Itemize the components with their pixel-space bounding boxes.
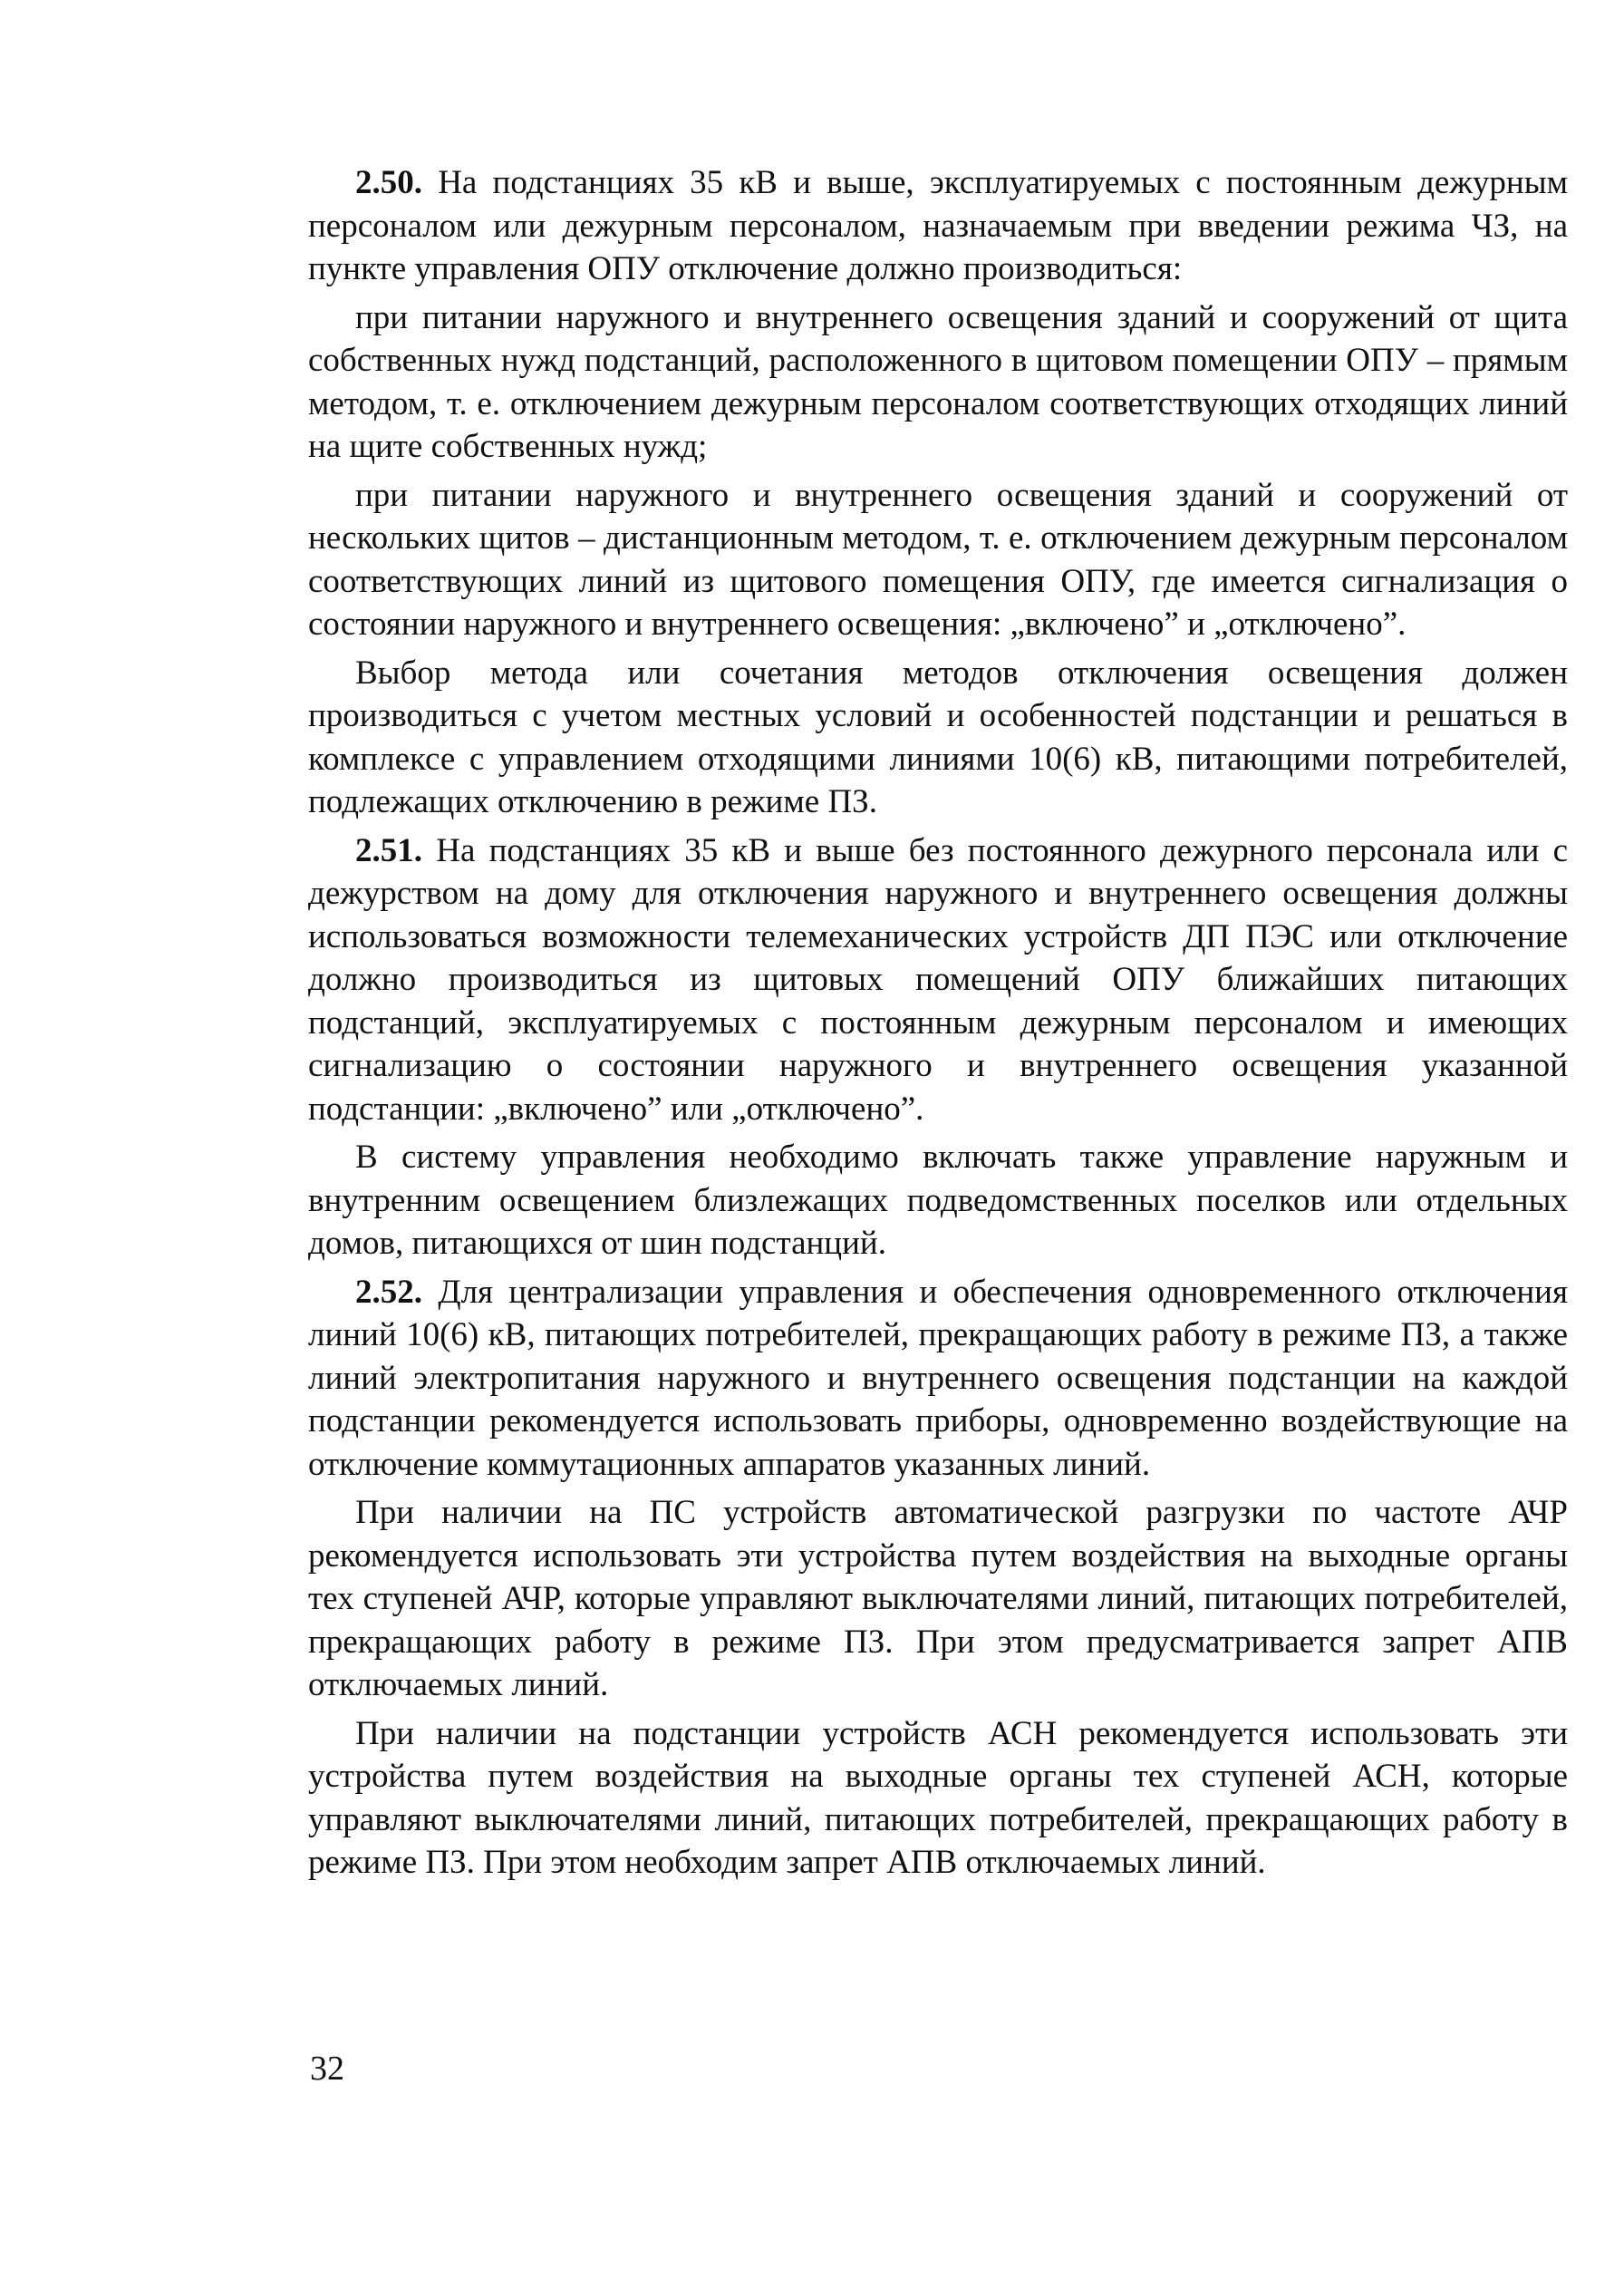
paragraph-2-52-achr: При наличии на ПС устройств автоматической разгрузки по частоте АЧР рекомендуется использовать эти устройства путем воздействия на выходные органы тех ступеней АЧР, которые управляют выключателями линий, питающих потребителей, прекращающих работу в режиме ПЗ. При этом предусматривается запрет АПВ отключаемых линий. (308, 1494, 1568, 1703)
paragraph-2-50-direct-method: при питании наружного и внутреннего освещения зданий и сооружений от щита собственных нужд подстанций, расположенного в щитовом помещении ОПУ – прямым методом, т. е. отключением дежурным персоналом соответствующих отходящих линий на щите собственных нужд; (308, 298, 1568, 465)
paragraph-2-52-asn: При наличии на подстанции устройств АСН рекомендуется использовать эти устройства путем воздействия на выходные органы тех ступеней АСН, которые управляют выключателями линий, питающих потребителей, прекращающих работу в режиме ПЗ. При этом необходим запрет АПВ отключаемых линий. (308, 1714, 1568, 1881)
page-number: 32 (310, 2050, 344, 2088)
document-page (308, 161, 1568, 1890)
section-number-2-51: 2.51. (355, 831, 422, 869)
paragraph-2-51-control-system: В систему управления необходимо включать также управление наружным и внутренним освещением близлежащих подведомственных поселков или отдельных домов, питающихся от шин подстанций. (308, 1139, 1568, 1262)
paragraph-2-50-method-choice: Выбор метода или сочетания методов отключения освещения должен производиться с учетом местных условий и особенностей подстанции и решаться в комплексе с управлением отходящими линиями 10(6) кВ, питающими потребителей, подлежащих отключению в режиме ПЗ. (308, 654, 1568, 820)
paragraph-2-52-intro (308, 1271, 1568, 1487)
paragraph-2-50-remote-method: при питании наружного и внутреннего освещения зданий и сооружений от нескольких щитов – дистанционным методом, т. е. отключением дежурным персоналом соответствующих линий из щитового помещения ОПУ, где имеется сигнализация о состоянии наружного и внутреннего освещения: „включено” и „отключено”. (308, 476, 1568, 643)
paragraph-text: На подстанциях 35 кВ и выше без постоянного дежурного персонала или с дежурством на дому для отключения наружного и внутреннего освещения должны использоваться возможности телемеханических устройств ДП ПЭС или отключение должно производиться из щитовых помещений ОПУ ближайших питающих подстанций, эксплуатируемых с постоянным дежурным персоналом и имеющих сигнализацию о состоянии наружного и внутреннего освещения указанной подстанции: „включено” или „отключено”. (308, 831, 1569, 1128)
section-number-2-50: 2.50. (355, 164, 422, 201)
paragraph-text: На подстанциях 35 кВ и выше, эксплуатируемых с постоянным дежурным персоналом или дежурным персоналом, назначаемым при введении режима ЧЗ, на пункте управления ОПУ отключение должно производиться: (308, 164, 1568, 287)
section-number-2-52: 2.52. (355, 1273, 422, 1311)
paragraph-2-51-intro (308, 829, 1568, 1131)
paragraph-text: Для централизации управления и обеспечения одновременного отключения линий 10(6) кВ, питающих потребителей, прекращающих работу в режиме ПЗ, а также линий электропитания наружного и внутреннего освещения подстанции на каждой подстанции рекомендуется использовать приборы, одновременно воздействующие на отключение коммутационных аппаратов указанных линий. (308, 1273, 1568, 1483)
paragraph-2-50-intro (308, 161, 1568, 291)
